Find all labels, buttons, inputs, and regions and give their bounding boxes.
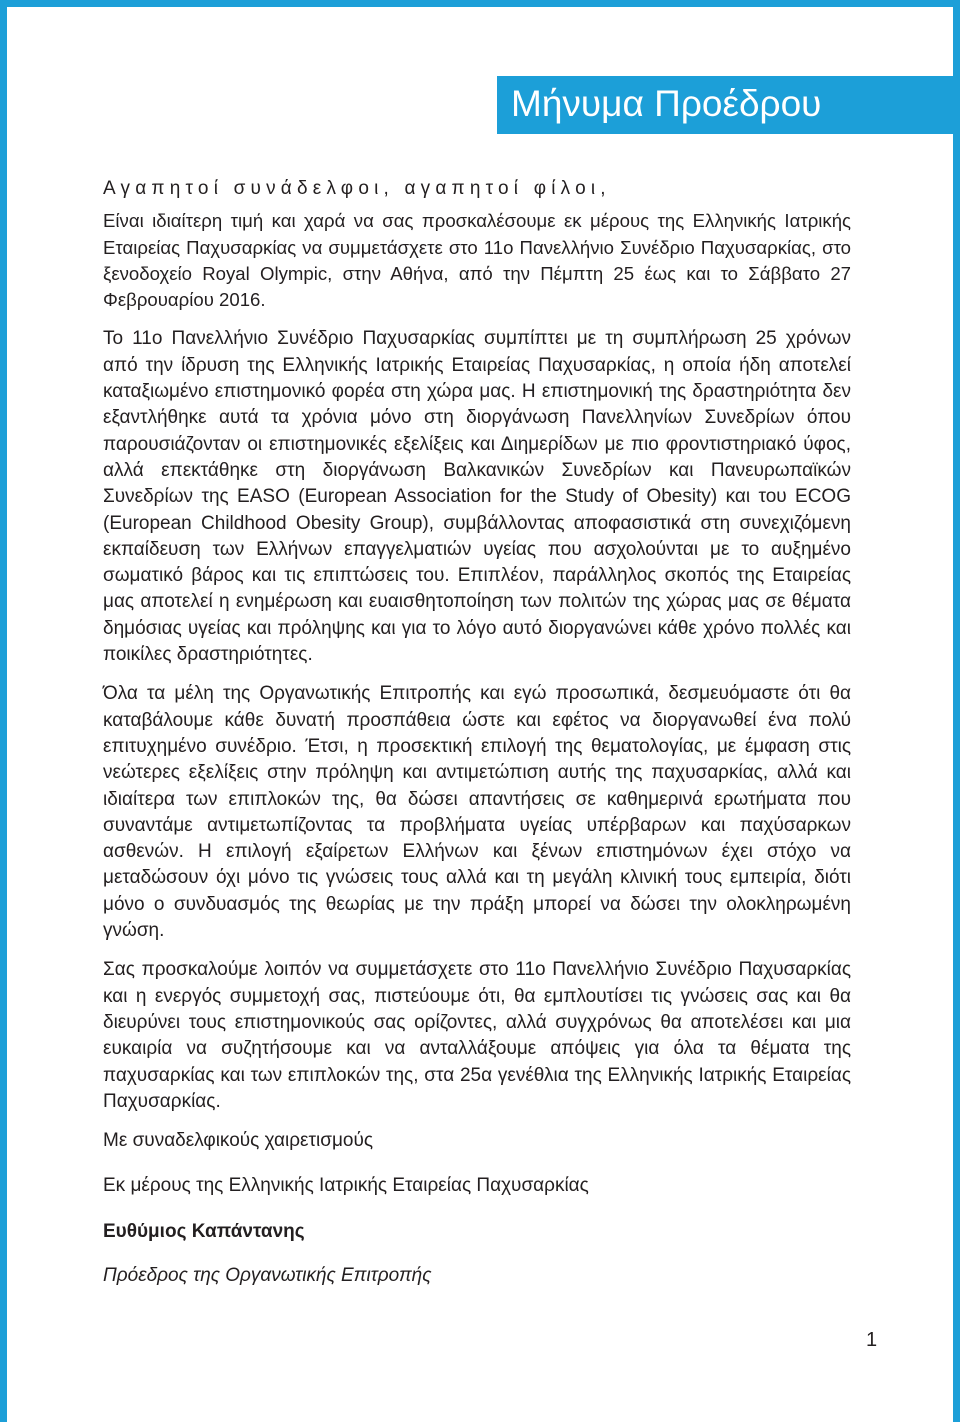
paragraph-committee: Όλα τα μέλη της Οργανωτικής Επιτροπής και εγώ προσωπικά, δεσμευόμαστε ότι θα καταβάλουμε κάθε δυνατή προσπάθεια ώστε και εφέτος να διοργανωθεί ένα πολύ επιτυχημένο συνέδριο. Έτσι, η προσεκτική επιλογή της θεματολογίας, με έμφαση στις νεώτερες εξελίξεις στην πρόληψη και αντιμετώπιση αυτής της παχυσαρκίας, αλλά και ιδιαίτερα των επιπλοκών της, θα δώσει απαντήσεις σε καθημερινά ερωτήματα που συναντάμε αντιμετωπίζοντας τα προβλήματα υγείας υπέρβαρων και παχύσαρκων ασθενών. Η επιλογή εξαίρετων Ελλήνων και ξένων επιστημόνων έχει στόχο να μεταδώσουν όχι μόνο τις γνώσεις τους αλλά και τη μεγάλη κλινική τους εμπειρία, διότι μόνο ο συνδυασμός της θεωρίας με την πράξη μπορεί να δώσει την ολοκληρωμένη γνώση. — [103, 683, 851, 942]
letter-body — [103, 176, 851, 1289]
title-banner — [497, 76, 960, 134]
paragraph-invitation: Είναι ιδιαίτερη τιμή και χαρά να σας προσκαλέσουμε εκ μέρους της Ελληνικής Ιατρικής Εταιρείας Παχυσαρκίας να συμμετάσχετε στο 11ο Πανελλήνιο Συνέδριο Παχυσαρκίας, στο ξενοδοχείο Royal Olympic, στην Αθήνα, από την Πέμπτη 25 έως και το Σάββατο 27 Φεβρουαρίου 2016. — [103, 210, 851, 311]
page-title: Μήνυμα Προέδρου — [511, 83, 822, 124]
paragraph-history: Το 11ο Πανελλήνιο Συνέδριο Παχυσαρκίας συμπίπτει με τη συμπλήρωση 25 χρόνων από την ίδρυση της Ελληνικής Ιατρικής Εταιρείας Παχυσαρκίας, η οποία ήδη αποτελεί καταξιωμένο επιστημονικό φορέα στη χώρα μας. Η επιστημονική της δραστηριότητα δεν εξαντλήθηκε αυτά τα χρόνια μόνο στη διοργάνωση Πανελληνίων Συνεδρίων όπου παρουσιάζονταν οι επιστημονικές εξελίξεις και Διημερίδων με πιο φροντιστηριακό ύφος, αλλά επεκτάθηκε στη διοργάνωση Βαλκανικών Συνεδρίων και Πανευρωπαϊκών Συνεδρίων της EASO (European Association for the Study of Obesity) και του ECOG (European Childhood Obesity Group), συμβάλλοντας αποφασιστικά στη συνεχιζόμενη εκπαίδευση των Ελλήνων επαγγελματιών υγείας που ασχολούνται με το αυξημένο σωματικό βάρος και τις επιπτώσεις του. Επιπλέον, παράλληλος σκοπός της Εταιρείας μας αποτελεί η ενημέρωση και ευαισθητοποίηση των πολιτών της χώρας μας σε θέματα δημόσιας υγείας και πρόληψης και για το λόγο αυτό διοργανώνει κάθε χρόνο πολλές και ποικίλες δραστηριότητες. — [103, 328, 851, 666]
paragraph-closing-invite: Σας προσκαλούμε λοιπόν να συμμετάσχετε στο 11ο Πανελλήνιο Συνέδριο Παχυσαρκίας και η ενεργός συμμετοχή σας, πιστεύουμε ότι, θα εμπλουτίσει τις γνώσεις σας και θα διευρύνει τους επιστημονικούς σας ορίζοντες, αλλά συγχρόνως θα αποτελέσει και μια ευκαιρία να συζητήσουμε και να ανταλλάξουμε απόψεις για όλα τα θέματα της παχυσαρκίας και των επιπλοκών της, στα 25α γενέθλια της Ελληνικής Ιατρικής Εταιρείας Παχυσαρκίας. — [103, 959, 851, 1112]
signer-role: Πρόεδρος της Οργανωτικής Επιτροπής — [103, 1264, 432, 1286]
signer-name: Ευθύμιος Καπάντανης — [103, 1220, 305, 1242]
closing-greeting: Με συναδελφικούς χαιρετισμούς — [103, 1130, 374, 1152]
salutation: Αγαπητοί συνάδελφοι, αγαπητοί φίλοι, — [103, 178, 611, 199]
on-behalf-line: Εκ μέρους της Ελληνικής Ιατρικής Εταιρείας Παχυσαρκίας — [103, 1175, 589, 1197]
page-number: 1 — [866, 1329, 878, 1351]
